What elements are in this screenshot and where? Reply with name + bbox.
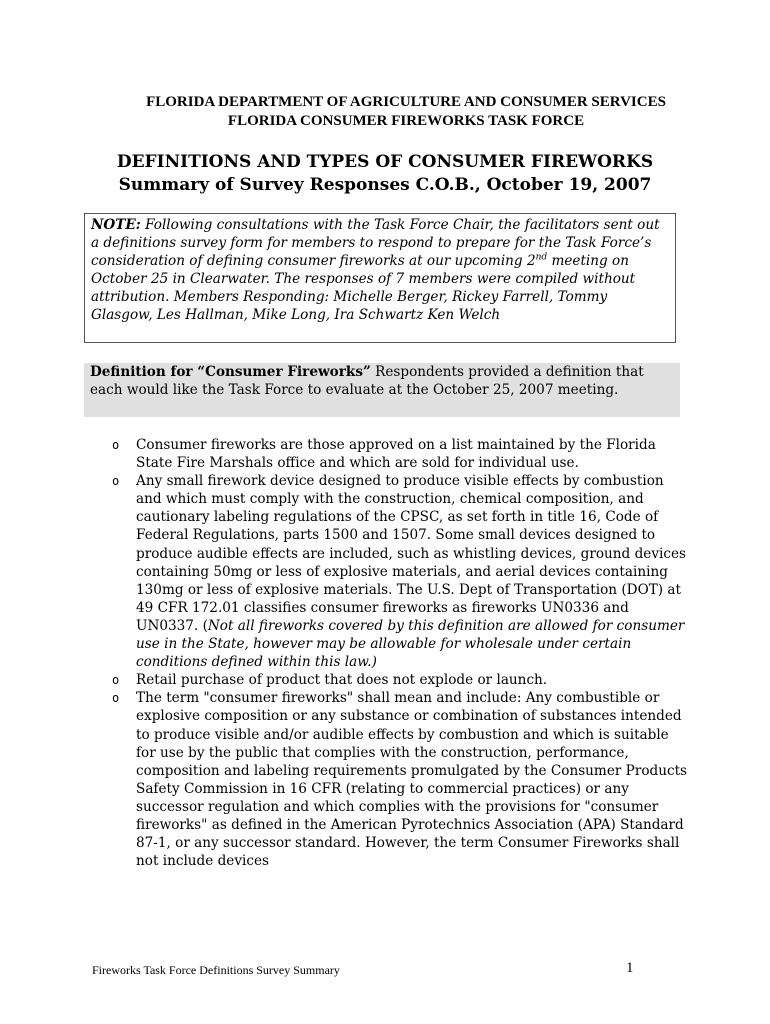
document-subtitle: Summary of Survey Responses C.O.B., October 19, 2007 bbox=[118, 175, 652, 195]
footer-text: Fireworks Task Force Definitions Survey Summary bbox=[92, 963, 340, 977]
list-item-text: The term "consumer fireworks" shall mean and include: Any combustible or explosive composition or any substance or combination of substances intended to produce visible and/or audible effects by combustion and which is suitable for use by the public that complies with the construction, performance, composition and labeling requirements promulgated by the Consumer Products Safety Commission in 16 CFR (relating to commercial practices) or any successor regulation and which complies with the provisions for "consumer fireworks" as defined in the American Pyrotechnics Association (APA) Standard 87-1, or any successor standard. However, the term Consumer Fireworks shall not include devices bbox=[136, 690, 688, 870]
list-item-text: Consumer fireworks are those approved on a list maintained by the Florida State Fire Marshals office and which are sold for individual use. bbox=[136, 437, 656, 472]
response-list bbox=[112, 436, 692, 870]
bullet-icon: o bbox=[112, 438, 120, 452]
note-text-b: meeting on October 25 in Clearwater. The responses of 7 members were compiled without attribution. Members Responding: Michelle Berger, Rickey Farrell, Tommy Glasgow, Les Hallman, Mike Long, Ira Schwartz Ken Welch bbox=[91, 252, 636, 323]
list-item bbox=[112, 436, 692, 472]
note-superscript: nd bbox=[535, 252, 548, 263]
document-title: DEFINITIONS AND TYPES OF CONSUMER FIREWORKS bbox=[116, 152, 654, 172]
definition-text: Respondents provided a definition that each would like the Task Force to evaluate at the October 25, 2007 meeting. bbox=[90, 364, 644, 398]
note-text-a: Following consultations with the Task Force Chair, the facilitators sent out a definitions survey form for members to respond to prepare for the Task Force’s consideration of defining consumer fireworks at our upcoming 2 bbox=[91, 217, 660, 269]
list-item-text: Retail purchase of product that does not explode or launch. bbox=[136, 672, 548, 689]
list-item bbox=[112, 671, 692, 689]
definition-label: Definition for “Consumer Fireworks” bbox=[90, 364, 371, 380]
note-label: NOTE: bbox=[91, 217, 141, 233]
agency-header-line2: FLORIDA CONSUMER FIREWORKS TASK FORCE bbox=[227, 113, 585, 129]
agency-header-line1: FLORIDA DEPARTMENT OF AGRICULTURE AND CONSUMER SERVICES bbox=[146, 94, 666, 110]
list-item bbox=[112, 472, 692, 671]
page-number: 1 bbox=[626, 960, 634, 976]
bullet-icon: o bbox=[112, 673, 120, 688]
bullet-icon: o bbox=[112, 691, 120, 706]
definition-heading bbox=[84, 363, 680, 417]
bullet-icon: o bbox=[112, 474, 120, 489]
list-item bbox=[112, 689, 692, 870]
note-box bbox=[84, 213, 676, 343]
list-item-text: Any small firework device designed to produce visible effects by combustion and which must comply with the construction, chemical composition, and cautionary labeling regulations of the CPSC, as set forth in title 16, Code of Federal Regulations, parts 1500 and 1507. Some small devices designed to produce audible effects are included, such as whistling devices, ground devices containing 50mg or less of explosive materials, and aerial devices containing 130mg or less of explosive materials. The U.S. Dept of Transportation (DOT) at 49 CFR 172.01 classifies consumer fireworks as fireworks UN0336 and UN0337. ( bbox=[136, 473, 686, 634]
list-item-italic: Not all fireworks covered by this definition are allowed for consumer use in the State, however may be allowable for wholesale under certain conditions defined within this law.) bbox=[136, 617, 685, 671]
